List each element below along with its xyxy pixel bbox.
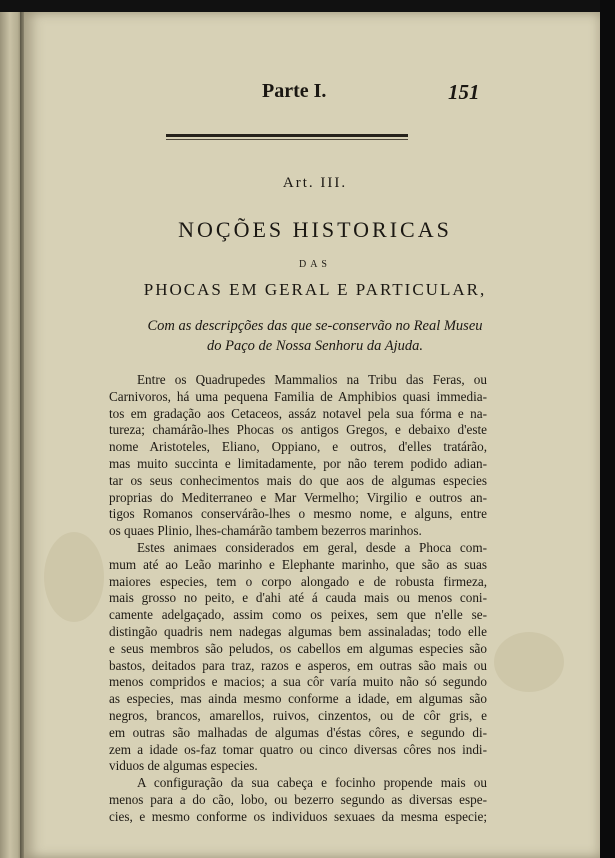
text-line: as especies, mas ainda mesmo conforme a idade, em algumas são [109, 691, 487, 707]
text-line: nome Aristoteles, Eliano, Oppiano, e outros, d'elles tratárão, [109, 439, 487, 455]
chapter-title: NOÇÕES HISTORICAS [178, 217, 452, 242]
text-line: Entre os Quadrupedes Mammalios na Tribu das Feras, ou [137, 372, 487, 387]
text-line: menos compridos e macios; a sua côr varía muito não só segundo [109, 674, 487, 690]
text-line: negros, brancos, amarellos, ruivos, cinzentos, ou de côr gris, e [109, 707, 487, 723]
text-line: tigos Romanos conservárão-lhes o mesmo nome, e alguns, entre [109, 506, 487, 522]
page-header [24, 80, 600, 110]
book-page [24, 12, 600, 858]
body-text [109, 372, 487, 826]
title-connector: DAS [298, 259, 331, 270]
text-line: tar os seus conhecimentos mais do que aos de algumas especies [109, 472, 487, 488]
text-line: Estes animaes considerados em geral, desde a Phoca com- [137, 539, 487, 555]
text-line: mas muito succinta e limitadamente, por não terem podido adian- [109, 455, 487, 471]
text-line: mais grosso no peito, e d'ahi até á cauda mais ou menos coni- [109, 590, 487, 606]
chapter-subject: PHOCAS EM GERAL E PARTICULAR, [143, 280, 487, 299]
text-line: maiores especies, tem o corpo alongado e de robusta firmeza, [109, 573, 487, 589]
text-line: tos em gradação aos Cetaceos, assáz notavel pela sua fórma e na- [109, 405, 487, 421]
text-line: os quaes Plinio, lhes-chamárão tambem bezerros marinhos. [109, 523, 422, 539]
text-line: A configuração da sua cabeça e focinho propende mais ou [137, 775, 487, 791]
paper-stain [494, 632, 564, 692]
text-line: camente adelgaçado, assim como os peixes, sem que n'elle se- [109, 607, 487, 623]
text-line: bastos, deitados para traz, razos e asperos, em outras são mais ou [109, 657, 487, 673]
text-line: distingão quadris nem nadegas algumas bem assinaladas; todo elle [109, 623, 487, 639]
text-line: Carnivoros, há uma pequena Familia de Amphibios quasi immedia- [109, 388, 487, 404]
header-rule [166, 134, 408, 137]
chapter-subtitle [104, 316, 526, 356]
text-line: tureza; chamárão-lhes Phocas os antigos Gregos, e debaixo d'este [109, 422, 487, 438]
running-head: Parte I. [262, 80, 327, 102]
text-line: e seus membros são peludos, os cabellos em algumas especies são [109, 640, 487, 656]
facing-page-edge [0, 12, 22, 858]
text-line: viduos de algumas especies. [109, 758, 258, 774]
text-line: proprias do Mediterraneo e Mar Vermelho; Virgilio e outros an- [109, 489, 487, 505]
text-line: mum até ao Leão marinho e Elephante marinho, que são as suas [109, 556, 487, 572]
subtitle-line-2: do Paço de Nossa Senhoru da Ajuda. [206, 338, 423, 354]
text-line: menos para a do cão, lobo, ou bezerro segundo as diversas espe- [109, 791, 487, 807]
header-rule-thin [166, 139, 408, 140]
page-number: 151 [448, 80, 480, 104]
scan-border [600, 0, 615, 858]
text-line: zem a idade os-faz tomar quatro ou cinco diversas côres nos indi- [109, 741, 487, 757]
subtitle-line-1: Com as descripções das que se-conservão no Real Museu [147, 318, 483, 334]
text-line: em outras são malhadas de algumas d'éstas côres, e segundo di- [109, 724, 487, 740]
text-line: cies, e mesmo conforme os individuos sexuaes da mesma especie; [109, 808, 487, 824]
paper-stain [44, 532, 104, 622]
article-number: Art. III. [282, 175, 348, 191]
